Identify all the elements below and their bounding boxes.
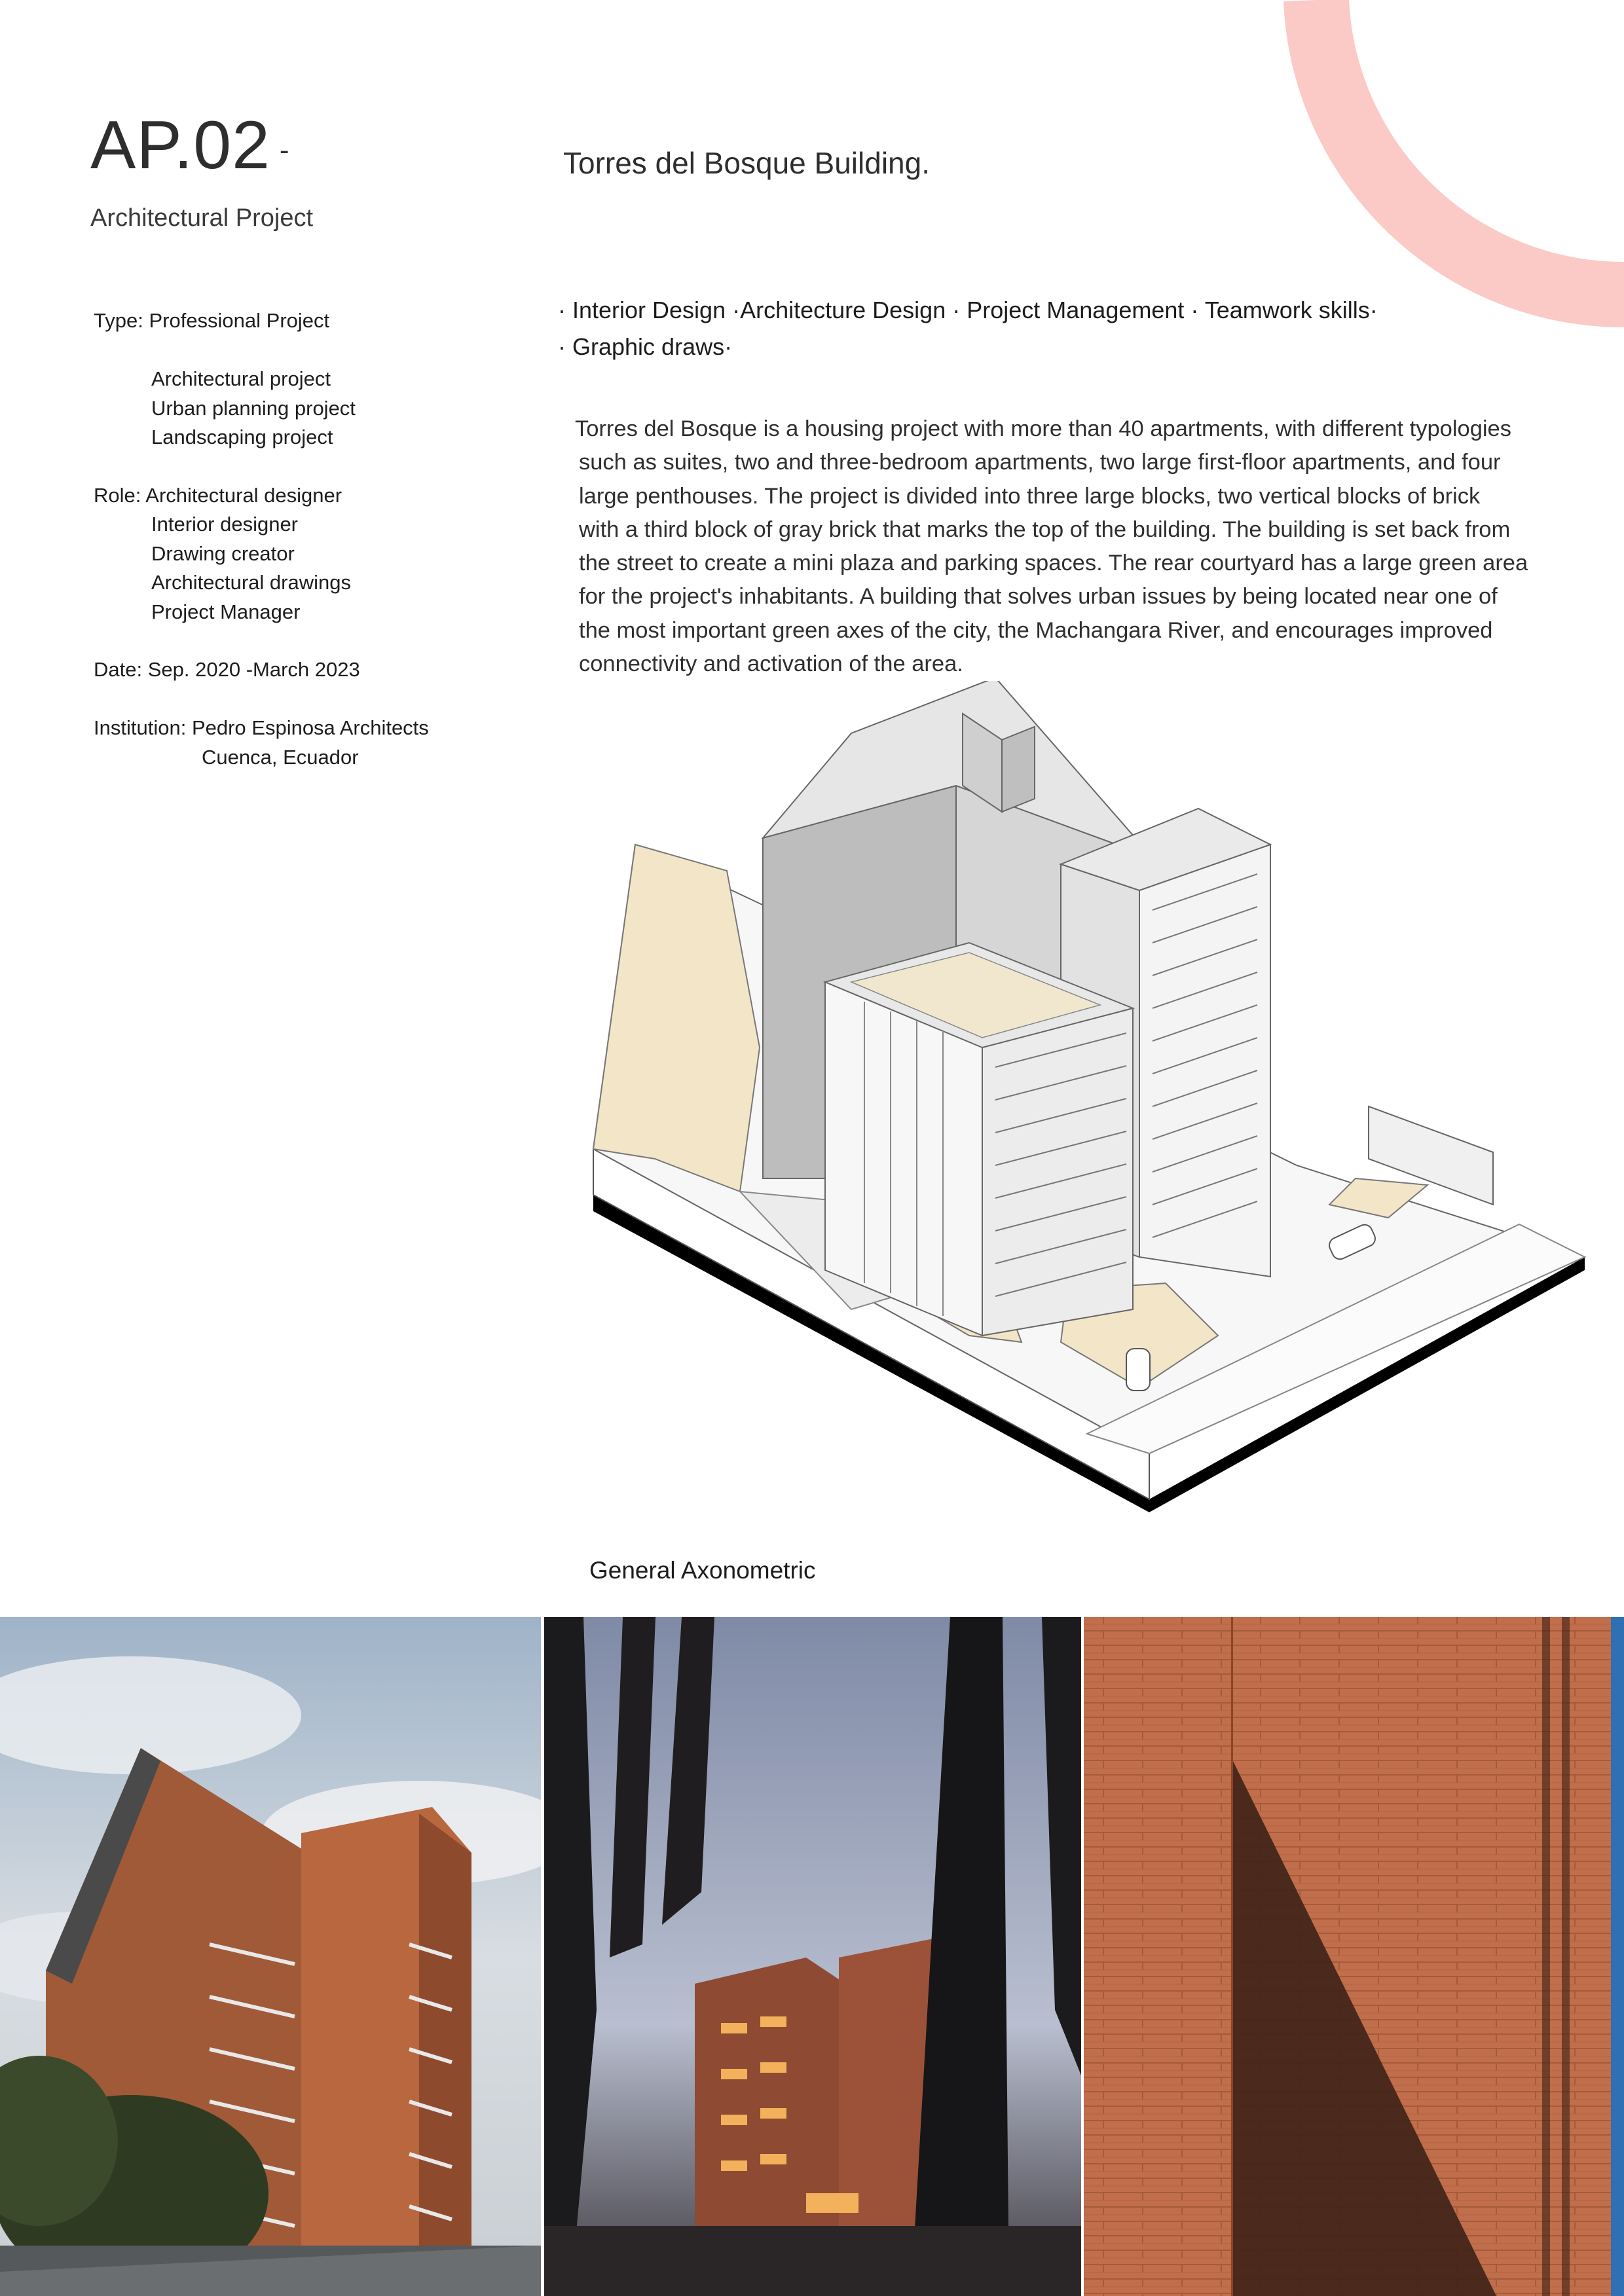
project-title: Torres del Bosque Building.: [563, 146, 930, 180]
role-item: Project Manager: [151, 600, 301, 623]
project-code-text: AP.02: [90, 107, 270, 183]
institution-location: Cuenca, Ecuador: [202, 746, 359, 769]
type-item: Architectural project: [151, 367, 331, 390]
date-label: Date:: [94, 658, 143, 681]
description-line: connectivity and activation of the area.: [579, 651, 963, 677]
description-line: the most important green axes of the city, the Machangara River, and encourages improved: [579, 617, 1493, 643]
description-line: the street to create a mini plaza and parking spaces. The rear courtyard has a large green area: [579, 551, 1528, 576]
description-line: large penthouses. The project is divided into three large blocks, two vertical blocks of brick: [579, 483, 1481, 509]
description-line: such as suites, two and three-bedroom apartments, two large first-floor apartments, and four: [579, 450, 1501, 475]
institution-value: Pedro Espinosa Architects: [191, 716, 429, 739]
decorative-arc: [1283, 0, 1624, 327]
type-item: Urban planning project: [151, 396, 356, 420]
role-label: Role:: [94, 484, 141, 507]
date-value: Sep. 2020 -March 2023: [147, 658, 360, 681]
type-item: Landscaping project: [151, 426, 333, 448]
axonometric-drawing: [576, 681, 1598, 1525]
institution-label: Institution:: [94, 716, 187, 739]
role-row: [94, 481, 342, 511]
institution-row: [94, 714, 429, 743]
building-dusk-photo: [544, 1617, 1081, 2296]
date-row: [94, 655, 360, 685]
project-description: [575, 412, 1596, 681]
description-line: Torres del Bosque is a housing project with more than 40 apartments, with different typologies: [575, 416, 1511, 441]
type-row: [94, 306, 329, 336]
description-line: for the project's inhabitants. A building that solves urban issues by being located near one of: [579, 584, 1498, 610]
type-label: Type:: [94, 309, 143, 332]
role-list: [151, 510, 351, 627]
description-line: with a third block of gray brick that marks the top of the building. The building is set back from: [579, 517, 1511, 542]
skills-list: [558, 292, 1378, 365]
role-item: Drawing creator: [151, 541, 295, 565]
role-item: Interior designer: [151, 513, 299, 536]
brick-facade-photo: [1084, 1617, 1624, 2296]
skills-line: · Graphic draws·: [558, 333, 733, 360]
axonometric-caption: General Axonometric: [589, 1557, 816, 1584]
project-code: [90, 107, 290, 183]
type-list: [151, 365, 356, 452]
project-code-dash: -: [279, 134, 290, 166]
building-day-photo: [0, 1617, 541, 2296]
type-value: Professional Project: [149, 309, 330, 332]
project-subtitle: Architectural Project: [90, 204, 314, 232]
skills-line: · Interior Design ·Architecture Design · Project Management · Teamwork skills·: [558, 297, 1378, 323]
role-item: Architectural drawings: [151, 571, 351, 594]
role-value: Architectural designer: [145, 484, 342, 507]
